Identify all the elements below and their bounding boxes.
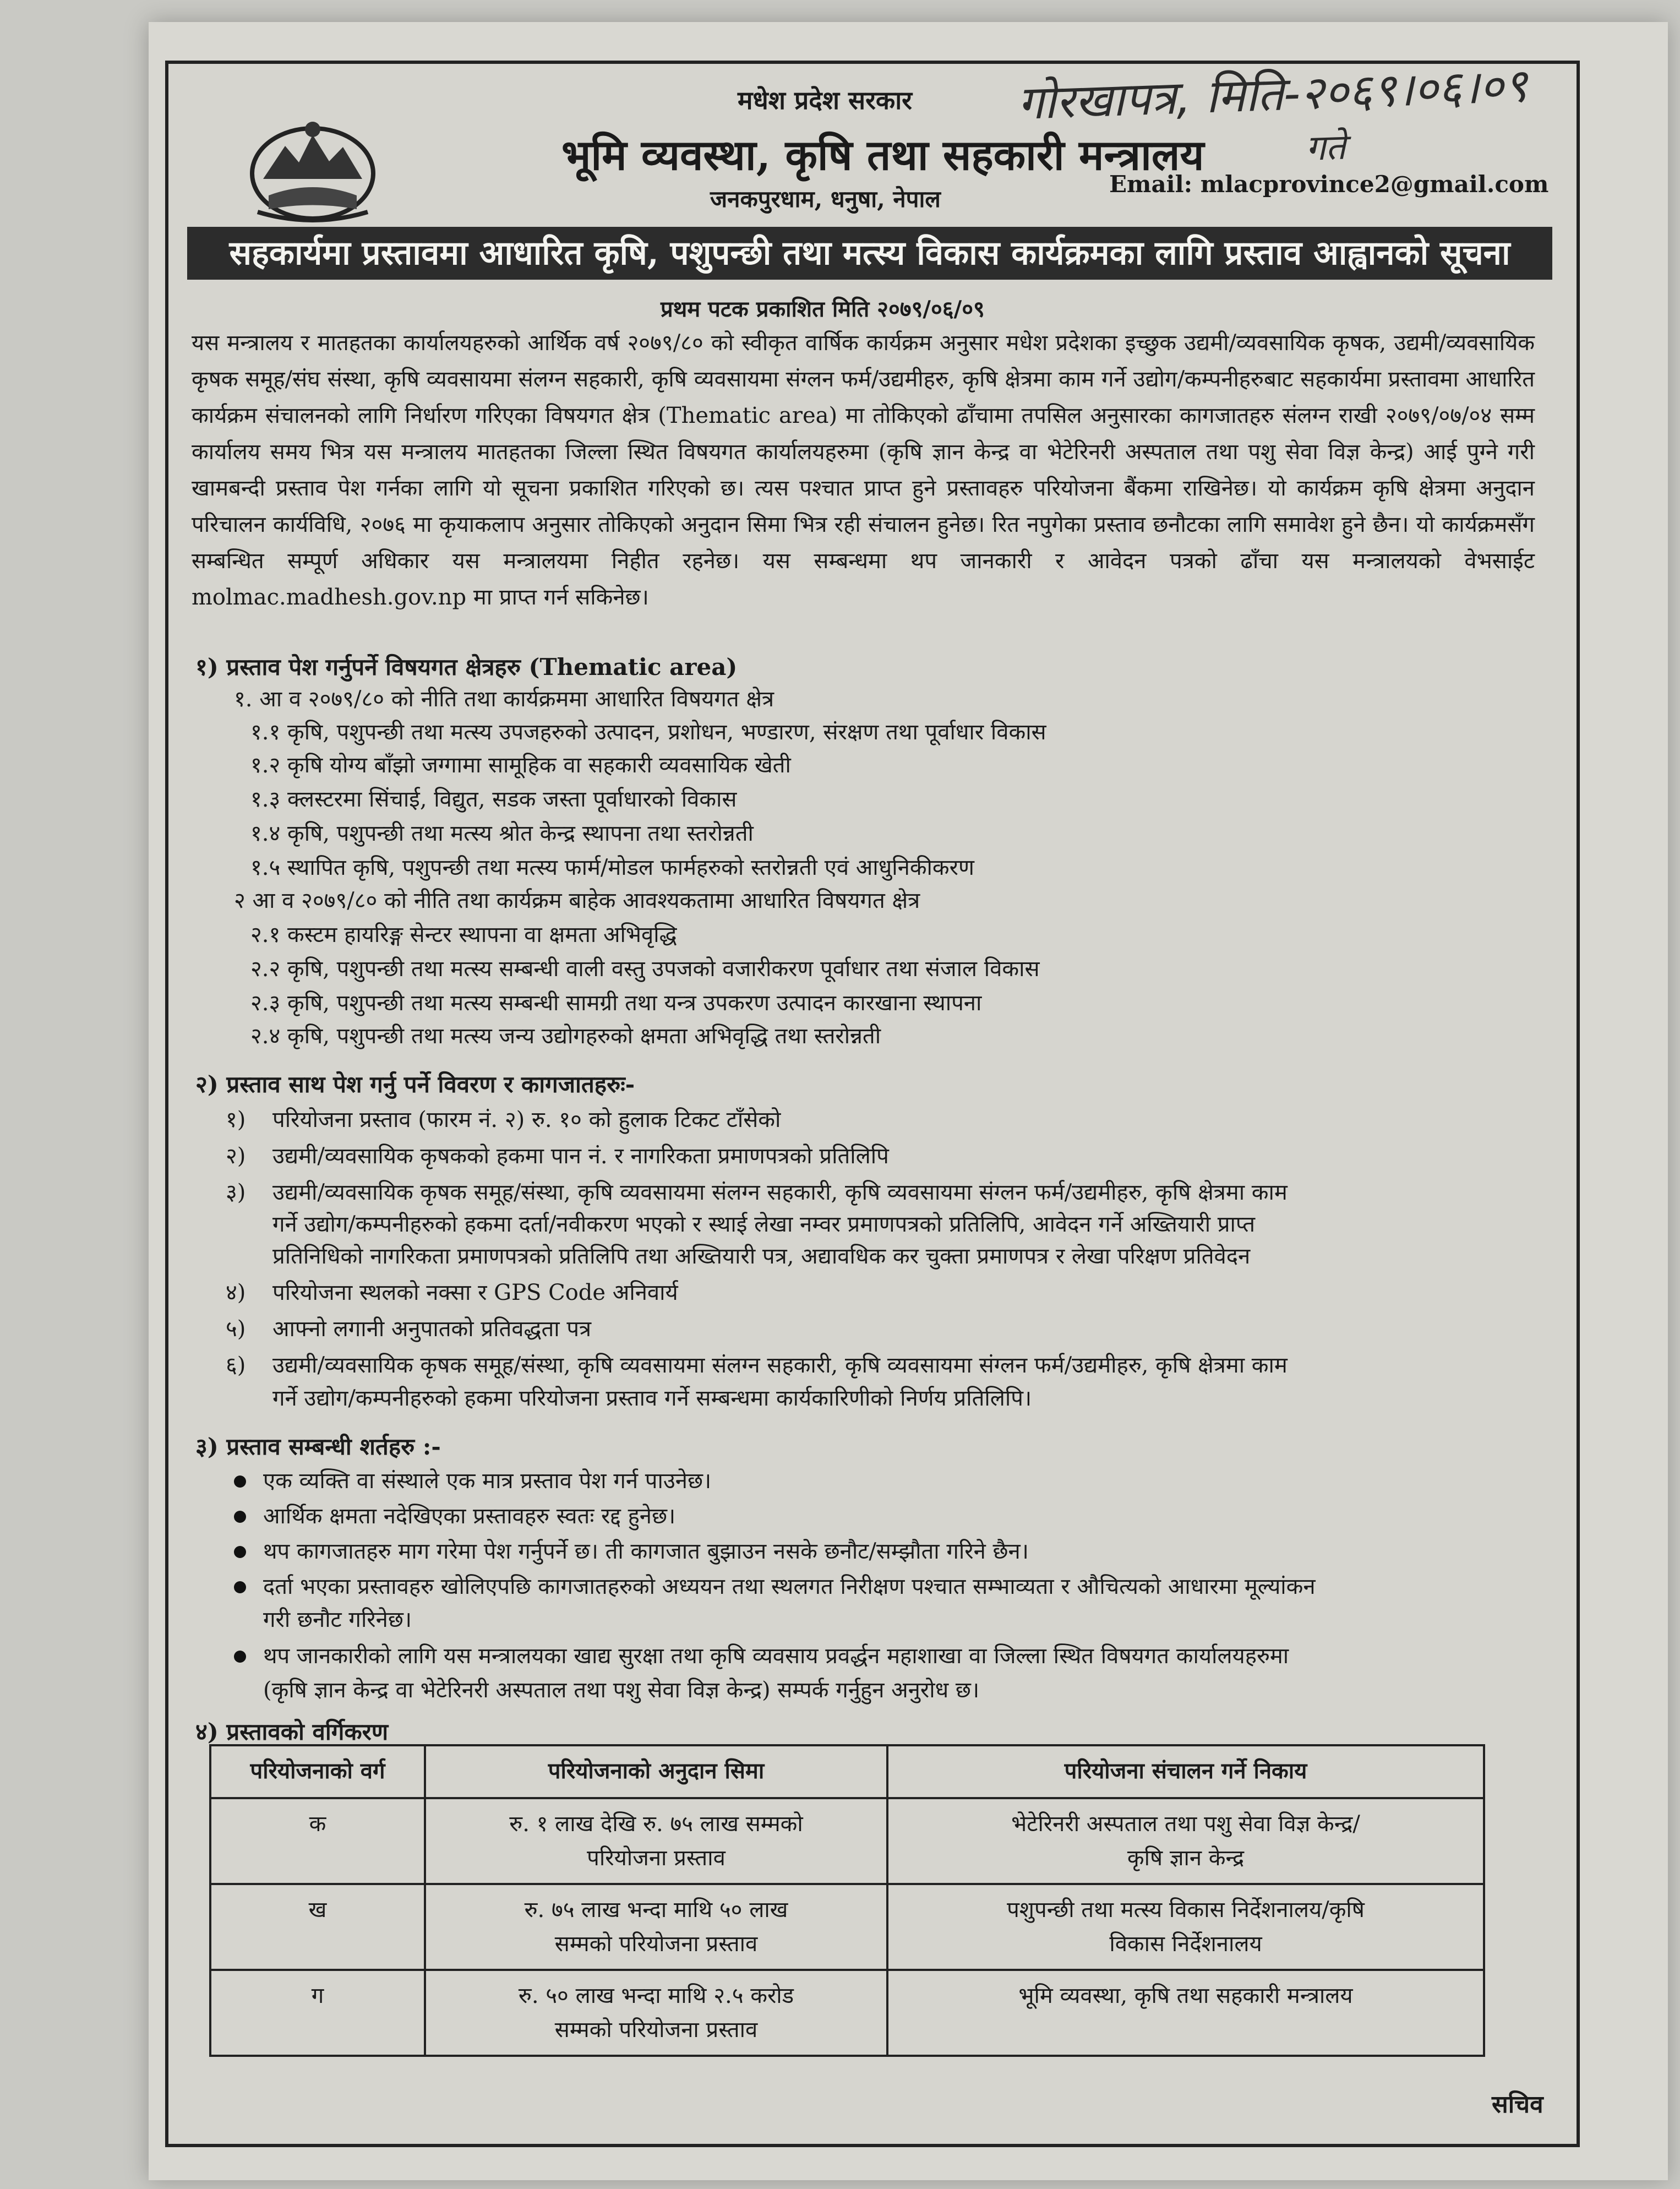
table-header-row	[210, 1745, 1484, 1798]
agency-line: भेटेरिनरी अस्पताल तथा पशु सेवा विज्ञ केन्द्र/	[1011, 1811, 1360, 1837]
section1-item: १.२ कृषि योग्य बाँझो जग्गामा सामूहिक वा सहकारी व्यवसायिक खेती	[250, 753, 791, 778]
bullet-icon	[234, 1651, 246, 1663]
section3-item-continuation: (कृषि ज्ञान केन्द्र वा भेटेरिनरी अस्पताल तथा पशु सेवा विज्ञ केन्द्र) सम्पर्क गर्नुहुन अनुरोध छ।	[263, 1678, 980, 1703]
table-cell-agency	[887, 1884, 1484, 1970]
ministry-name: भूमि व्यवस्था, कृषि तथा सहकारी मन्त्रालय	[561, 130, 1204, 179]
government-name: मधेश प्रदेश सरकार	[738, 85, 912, 115]
section3-heading: ३) प्रस्ताव सम्बन्धी शर्तहरु :-	[195, 1433, 441, 1460]
table-cell-category: ख	[210, 1884, 425, 1970]
section2-item-text: उद्यमी/व्यवसायिक कृषक समूह/संस्था, कृषि व्यवसायमा संलग्न सहकारी, कृषि व्यवसायमा संग्लन फर्म/उद्यमीहरु, कृषि क्षेत्रमा काम	[272, 1180, 1288, 1205]
section1-item: २.२ कृषि, पशुपन्छी तथा मत्स्य सम्बन्धी वाली वस्तु उपजको वजारीकरण पूर्वाधार तथा संजाल विकास	[250, 956, 1040, 982]
agency-line: भूमि व्यवस्था, कृषि तथा सहकारी मन्त्रालय	[1018, 1983, 1353, 2008]
section2-item-number: २)	[226, 1143, 246, 1169]
handwritten-note	[1017, 52, 1530, 181]
agency-line: विकास निर्देशनालय	[1109, 1931, 1262, 1957]
section2-item-text: उद्यमी/व्यवसायिक कृषक समूह/संस्था, कृषि व्यवसायमा संलग्न सहकारी, कृषि व्यवसायमा संग्लन फर्म/उद्यमीहरु, कृषि क्षेत्रमा काम	[272, 1353, 1288, 1378]
bullet-icon	[234, 1475, 246, 1488]
table-column-header: परियोजनाको अनुदान सिमा	[425, 1745, 887, 1798]
section2-item-text: गर्ने उद्योग/कम्पनीहरुको हकमा दर्ता/नवीकरण भएको र स्थाई लेखा नम्वर प्रमाणपत्रको प्रतिलिपि, आवेदन गर्ने अख्तियारी प्राप्त	[272, 1212, 1256, 1237]
ministry-address: जनकपुरधाम, धनुषा, नेपाल	[710, 186, 941, 213]
section1-item: २.४ कृषि, पशुपन्छी तथा मत्स्य जन्य उद्योगहरुको क्षमता अभिवृद्धि तथा स्तरोन्नती	[250, 1023, 881, 1049]
section2-item-text: आफ्नो लगानी अनुपातको प्रतिवद्धता पत्र	[272, 1316, 592, 1342]
section3-item: दर्ता भएका प्रस्तावहरु खोलिएपछि कागजातहरुको अध्ययन तथा स्थलगत निरीक्षण पश्चात सम्भाव्यता र औचित्यको आधारमा मूल्यांकन	[263, 1574, 1316, 1599]
table-row	[210, 1970, 1484, 2056]
section2-item-text: उद्यमी/व्यवसायिक कृषकको हकमा पान नं. र नागरिकता प्रमाणपत्रको प्रतिलिपि	[272, 1143, 889, 1169]
table-cell-limit	[425, 1884, 887, 1970]
table-row	[210, 1798, 1484, 1884]
table-cell-category: ग	[210, 1970, 425, 2056]
section1-heading: १) प्रस्ताव पेश गर्नुपर्ने विषयगत क्षेत्रहरु (Thematic area)	[195, 654, 738, 680]
limit-line: रु. ५० लाख भन्दा माथि २.५ करोड	[518, 1983, 794, 2008]
table-cell-category: क	[210, 1798, 425, 1884]
section1-item: १.३ क्लस्टरमा सिंचाई, विद्युत, सडक जस्ता पूर्वाधारको विकास	[250, 787, 737, 812]
section2-item-text: गर्ने उद्योग/कम्पनीहरुको हकमा परियोजना प्रस्ताव गर्ने सम्बन्धमा कार्यकारिणीको निर्णय प्रतिलिपि।	[272, 1386, 1032, 1411]
section1-item: १.५ स्थापित कृषि, पशुपन्छी तथा मत्स्य फार्म/मोडल फार्महरुको स्तरोन्नती एवं आधुनिकीकरण	[250, 855, 974, 880]
section3-item: एक व्यक्ति वा संस्थाले एक मात्र प्रस्ताव पेश गर्न पाउनेछ।	[263, 1468, 712, 1494]
section2-item-number: ६)	[226, 1353, 246, 1378]
nepal-emblem-icon	[247, 113, 379, 223]
section2-item-text: परियोजना स्थलको नक्सा र GPS Code अनिवार्य	[272, 1280, 678, 1305]
intro-paragraph: यस मन्त्रालय र मातहतका कार्यालयहरुको आर्थिक वर्ष २०७९/८० को स्वीकृत वार्षिक कार्यक्रम अनुसार मधेश प्रदेशका इच्छुक उद्यमी/व्यवसायिक कृषक, उद्यमी/व्यवसायिक कृषक समूह/संघ संस्था, कृषि व्यवसायमा संलग्न सहकारी, कृषि व्यवसायमा संग्लन फर्म/उद्यमीहरु, कृषि क्षेत्रमा काम गर्ने उद्योग/कम्पनीहरुबाट सहकार्यमा प्रस्तावमा आधारित कार्यक्रम संचालनको लागि निर्धारण गरिएका विषयगत क्षेत्र (Thematic area) मा तोकिएको ढाँचामा तपसिल अनुसारका कागजातहरु संलग्न राखी २०७९/०७/०४ सम्म कार्यालय समय भित्र यस मन्त्रालय मातहतका जिल्ला स्थित विषयगत कार्यालयहरुमा (कृषि ज्ञान केन्द्र वा भेटेरिनरी अस्पताल तथा पशु सेवा विज्ञ केन्द्र) आई पुग्ने गरी खामबन्दी प्रस्ताव पेश गर्नका लागि यो सूचना प्रकाशित गरिएको छ। त्यस पश्चात प्राप्त हुने प्रस्तावहरु परियोजना बैंकमा राखिनेछ। यो कार्यक्रम कृषि क्षेत्रमा अनुदान परिचालन कार्यविधि, २०७६ मा कृयाकलाप अनुसार तोकिएको अनुदान सिमा भित्र रही संचालन हुनेछ। रित नपुगेका प्रस्ताव छनौटका लागि समावेश हुने छैन। यो कार्यक्रमसँग सम्बन्धित सम्पूर्ण अधिकार यस मन्त्रालयमा निहीत रहनेछ। यस सम्बन्धमा थप जानकारी र आवेदन पत्रको ढाँचा यस मन्त्रालयको वेभसाईट molmac.madhesh.gov.np मा प्राप्त गर्न सकिनेछ।	[192, 330, 1535, 610]
limit-line: सम्मको परियोजना प्रस्ताव	[554, 2017, 758, 2043]
section4-heading: ४) प्रस्तावको वर्गिकरण	[195, 1718, 389, 1745]
section3-item: थप जानकारीको लागि यस मन्त्रालयका खाद्य सुरक्षा तथा कृषि व्यवसाय प्रवर्द्धन महाशाखा वा जिल्ला स्थित विषयगत कार्यालयहरुमा	[263, 1643, 1289, 1669]
section2-item-text: प्रतिनिधिको नागरिकता प्रमाणपत्रको प्रतिलिपि तथा अख्तियारी पत्र, अद्यावधिक कर चुक्ता प्रमाणपत्र र लेखा परिक्षण प्रतिवेदन	[272, 1244, 1251, 1269]
section1-item: १. आ व २०७९/८० को नीति तथा कार्यक्रममा आधारित विषयगत क्षेत्र	[234, 687, 774, 712]
agency-line: पशुपन्छी तथा मत्स्य विकास निर्देशनालय/कृषि	[1007, 1897, 1365, 1923]
limit-line: सम्मको परियोजना प्रस्ताव	[554, 1931, 758, 1957]
ministry-email: Email: mlacprovince2@gmail.com	[1109, 171, 1549, 198]
notice-title-banner: सहकार्यमा प्रस्तावमा आधारित कृषि, पशुपन्छी तथा मत्स्य विकास कार्यक्रमका लागि प्रस्ताव आह्वानको सूचना	[187, 227, 1552, 280]
table-column-header: परियोजना संचालन गर्ने निकाय	[887, 1745, 1484, 1798]
table-row	[210, 1884, 1484, 1970]
section1-item: २.१ कस्टम हायरिङ्ग सेन्टर स्थापना वा क्षमता अभिवृद्धि	[250, 922, 677, 948]
table-column-header: परियोजनाको वर्ग	[210, 1745, 425, 1798]
section2-item-number: ५)	[226, 1316, 246, 1342]
section3-item-continuation: गरी छनौट गरिनेछ।	[263, 1607, 412, 1632]
bullet-icon	[234, 1511, 246, 1523]
table-cell-limit	[425, 1798, 887, 1884]
section2-item-number: ४)	[226, 1280, 246, 1305]
classification-table	[209, 1744, 1485, 2057]
table-cell-limit	[425, 1970, 887, 2056]
published-date: प्रथम पटक प्रकाशित मिति २०७९/०६/०९	[661, 296, 985, 322]
section1-item: १.४ कृषि, पशुपन्छी तथा मत्स्य श्रोत केन्द्र स्थापना तथा स्तरोन्नती	[250, 821, 754, 846]
bullet-icon	[234, 1581, 246, 1593]
table-cell-agency	[887, 1970, 1484, 2056]
limit-line: रु. ७५ लाख भन्दा माथि ५० लाख	[524, 1897, 788, 1923]
agency-line: कृषि ज्ञान केन्द्र	[1127, 1845, 1245, 1871]
section1-item: २ आ व २०७९/८० को नीति तथा कार्यक्रम बाहेक आवश्यकतामा आधारित विषयगत क्षेत्र	[234, 888, 920, 913]
section3-item: थप कागजातहरु माग गरेमा पेश गर्नुपर्ने छ। ती कागजात बुझाउन नसके छनौट/सम्झौता गरिने छैन।	[263, 1539, 1029, 1564]
section2-item-number: १)	[226, 1107, 246, 1132]
handwritten-note-line2: गते	[1305, 127, 1346, 169]
limit-line: रु. १ लाख देखि रु. ७५ लाख सम्मको	[509, 1811, 803, 1837]
section1-item: २.३ कृषि, पशुपन्छी तथा मत्स्य सम्बन्धी सामग्री तथा यन्त्र उपकरण उत्पादन कारखाना स्थापना	[250, 990, 982, 1016]
table-cell-agency	[887, 1798, 1484, 1884]
limit-line: परियोजना प्रस्ताव	[587, 1845, 726, 1871]
section2-item-number: ३)	[226, 1180, 246, 1205]
section2-item-text: परियोजना प्रस्ताव (फारम नं. २) रु. १० को हुलाक टिकट टाँसेको	[272, 1107, 781, 1132]
handwritten-note-line1: गोरखापत्र, मिति-२०६९।०६।०९	[1017, 58, 1529, 130]
signature-title: सचिव	[1492, 2090, 1543, 2119]
section2-heading: २) प्रस्ताव साथ पेश गर्नु पर्ने विवरण र कागजातहरुः-	[195, 1071, 635, 1098]
bullet-icon	[234, 1546, 246, 1558]
section1-item: १.१ कृषि, पशुपन्छी तथा मत्स्य उपजहरुको उत्पादन, प्रशोधन, भण्डारण, संरक्षण तथा पूर्वाधार विकास	[250, 720, 1046, 745]
section3-item: आर्थिक क्षमता नदेखिएका प्रस्तावहरु स्वतः रद्द हुनेछ।	[263, 1504, 676, 1529]
